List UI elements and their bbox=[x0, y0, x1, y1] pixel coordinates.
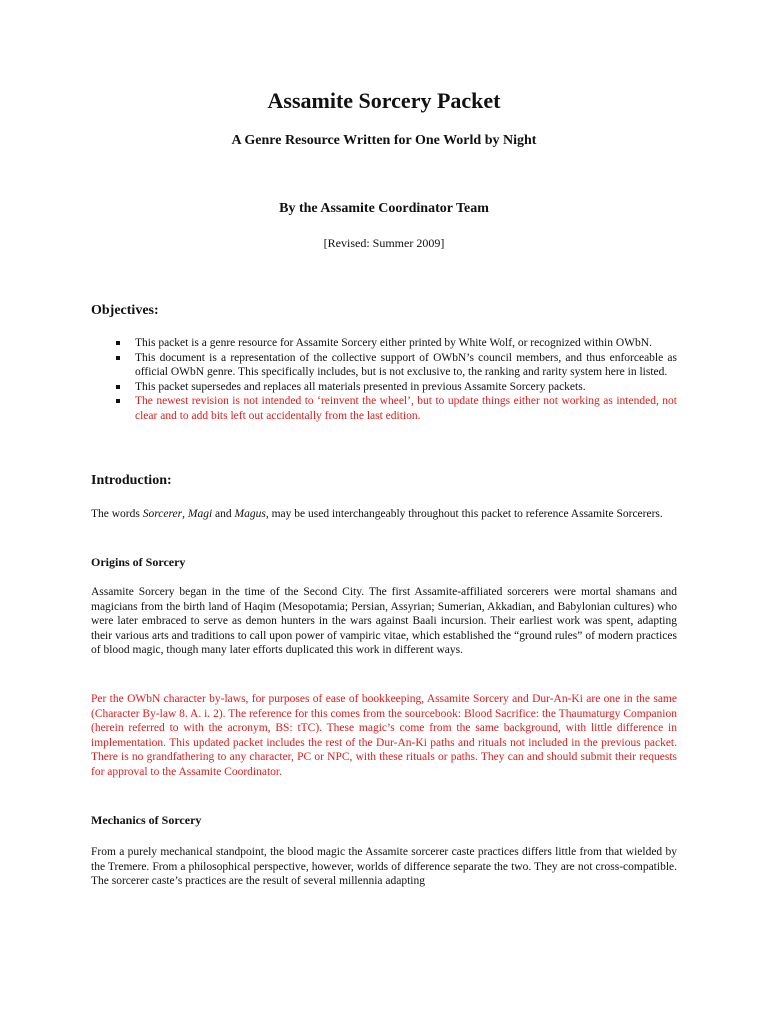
document-title: Assamite Sorcery Packet bbox=[267, 88, 501, 113]
objective-item: This document is a representation of the collective support of OWbN’s council members, and thus enforceable as official OWbN genre. This specifically includes, but is not exclusive to, the ranking and rarity system here in listed. bbox=[91, 351, 677, 380]
term-sorcerer: Sorcerer bbox=[142, 508, 183, 520]
origins-heading: Origins of Sorcery bbox=[91, 555, 186, 569]
bullet-icon bbox=[116, 399, 120, 403]
bullet-icon bbox=[116, 356, 120, 360]
mechanics-heading: Mechanics of Sorcery bbox=[91, 813, 202, 827]
objectives-heading: Objectives: bbox=[91, 303, 159, 318]
objectives-list bbox=[91, 336, 677, 424]
bullet-icon bbox=[116, 341, 120, 345]
introduction-paragraph: The words Sorcerer, Magi and Magus, may be used interchangeably throughout this packet to reference Assamite Sorcerers. bbox=[91, 508, 663, 520]
term-magi: Magi bbox=[187, 508, 213, 520]
origins-bylaw-paragraph: Per the OWbN character by-laws, for purposes of ease of bookkeeping, Assamite Sorcery and Dur-An-Ki are one in the same (Character By-law 8. A. i. 2). The reference for this comes from the sourcebook: Blood Sacrifice: the Thaumaturgy Companion (herein referred to with the acronym, BS: tTC). These magic’s come from the same background, with little difference in implementation. This updated packet includes the rest of the Dur-An-Ki paths and rituals not included in the previous packet. There is no grandfathering to any character, PC or NPC, with these rituals or paths. They can and should submit their requests for approval to the Assamite Coordinator. bbox=[91, 693, 677, 778]
objective-item: This packet is a genre resource for Assamite Sorcery either printed by White Wolf, or recognized within OWbN. bbox=[91, 336, 677, 351]
term-magus: Magus bbox=[234, 508, 266, 520]
document-subtitle: A Genre Resource Written for One World by Night bbox=[231, 133, 537, 148]
mechanics-paragraph: From a purely mechanical standpoint, the blood magic the Assamite sorcerer caste practices differs little from that wielded by the Tremere. From a philosophical perspective, however, worlds of difference separate the two. They are not cross-compatible. The sorcerer caste’s practices are the result of several millennia adapting bbox=[91, 846, 677, 888]
objective-item-revision-note: The newest revision is not intended to ‘reinvent the wheel’, but to update things either not working as intended, not clear and to add bits left out accidentally from the last edition. bbox=[91, 394, 677, 423]
introduction-heading: Introduction: bbox=[91, 473, 172, 488]
origins-paragraph: Assamite Sorcery began in the time of the Second City. The first Assamite-affiliated sorcerers were mortal shamans and magicians from the birth land of Haqim (Mesopotamia; Persian, Assyrian; Sumerian, Akkadian, and Babylonian cultures) who were later embraced to serve as demon hunters in the wars against Baali incursion. Their earliest work was spent, adapting their various arts and traditions to call upon power of vampiric vitae, which established the “ground rules” of modern practices of blood magic, though many later efforts duplicated this work in different ways. bbox=[91, 586, 677, 657]
revision-note: [Revised: Summer 2009] bbox=[323, 236, 445, 250]
document-byline: By the Assamite Coordinator Team bbox=[279, 201, 489, 216]
bullet-icon bbox=[116, 385, 120, 389]
objective-item: This packet supersedes and replaces all materials presented in previous Assamite Sorcery packets. bbox=[91, 380, 677, 395]
